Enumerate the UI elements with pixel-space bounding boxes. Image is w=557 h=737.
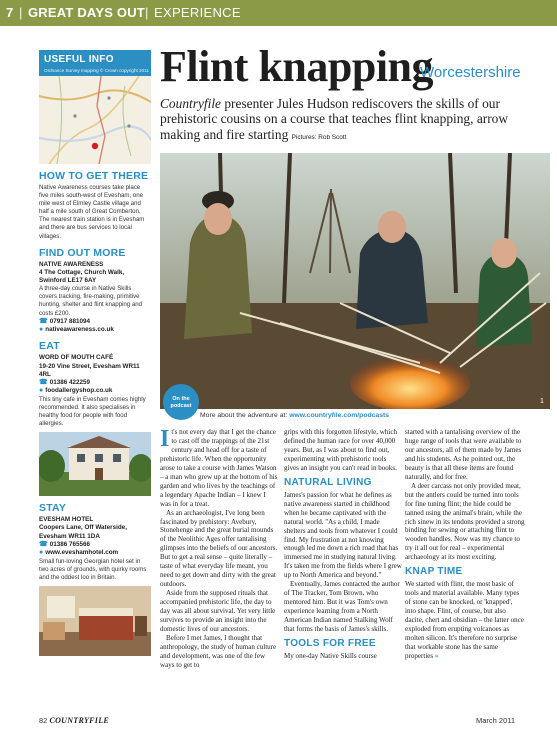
knap-time-heading: KNAP TIME bbox=[405, 566, 463, 578]
location-map bbox=[39, 76, 151, 164]
standfirst bbox=[160, 96, 550, 145]
stay-text: Small fun-loving Georgian hotel set in two acres of grounds, with quirky rooms and the oddest loo in Britain. bbox=[39, 557, 147, 581]
location-pin-icon bbox=[92, 143, 98, 149]
header-page-number: 7 bbox=[6, 5, 14, 20]
find-out-phone: ☎ 07917 881094 bbox=[39, 317, 91, 325]
useful-info-sidebar bbox=[39, 50, 151, 710]
header-divider: | bbox=[145, 5, 149, 20]
adventure-link-line bbox=[200, 412, 389, 419]
footer-left bbox=[39, 716, 109, 725]
continued-arrow-icon: » bbox=[434, 651, 439, 660]
hotel-room-photo bbox=[39, 586, 151, 656]
useful-info-title: USEFUL INFO bbox=[39, 50, 151, 68]
find-out-name: NATIVE AWARENESS bbox=[39, 260, 104, 268]
body-column-3 bbox=[405, 428, 525, 661]
body-paragraph: It's not every day that I get the chance to cast off the trappings of the 21st century and head off for a taste of prehistoric life. When the opportunity arose to take a course with James Watson – a man who grew up at the bottom of his garden and who lives by the teachings of a legendary Apache Indian – I knew I was in for a treat. bbox=[160, 426, 278, 508]
page-title: Flint knapping bbox=[160, 42, 434, 91]
find-out-address: 4 The Cottage, Church Walk, Swinford LE17 6AY bbox=[39, 268, 125, 285]
body-paragraph: A deer carcass not only provided meat, but the antlers could be turned into tools for fine tuning flint; the hide could be tanned using the animal's brain, while the rich sinew in its tendons provided a strong binding for sewing or attaching flint to wooden handles. Now was my chance to try it all out for real – experimental archaeology at its most exciting. bbox=[405, 481, 525, 562]
body-paragraph: We started with flint, the most basic of tools and material available. Many types of stone can be knocked, or 'knapped', into shape. Flint, of course, but also dacite, chert and obsidian – the latter once exploded from erupting volcanoes as molten silicon. It's therefore no surprise that workable stone has the same properties » bbox=[405, 580, 524, 660]
eat-text: This tiny cafe in Evesham comes highly recommended. It also specialises in healthy food for people with food allergies. bbox=[39, 395, 146, 428]
stay-web[interactable]: ● www.eveshamhotel.com bbox=[39, 549, 119, 557]
how-to-get-there-heading: HOW TO GET THERE bbox=[39, 170, 149, 182]
podcast-line1: On the bbox=[172, 396, 190, 402]
phone-icon: ☎ bbox=[39, 540, 48, 548]
body-paragraph: As an archaeologist, I've long been fascinated by prehistory: Avebury, Stonehenge and the great burial mounds of the Neolithic Ages offer tantalising glimpses into the beliefs of our ancestors. But to get a real sense – quite literally – taste of what everyday life meant, you need to get down and dirty with the great outdoors. bbox=[160, 508, 278, 589]
body-paragraph: My one-day Native Skills course bbox=[284, 652, 377, 661]
map-credit: Ordnance Survey mapping © Crown copyright 2011 bbox=[39, 68, 151, 76]
eat-phone: ☎ 01386 422259 bbox=[39, 379, 91, 387]
web-icon: ● bbox=[39, 549, 44, 557]
body-paragraph: Eventually, James contacted the author of The Tracker, Tom Brown, who mentored him. But it was Tom's own experience learning from a North American Indian named Stalking Wolf that forms the basis of James's skills. bbox=[284, 580, 400, 634]
location-subtitle: Worcestershire bbox=[420, 64, 521, 81]
eat-name: WORD OF MOUTH CAFÉ bbox=[39, 354, 114, 362]
podcast-badge[interactable] bbox=[163, 384, 199, 420]
footer-brand: COUNTRYFILE bbox=[49, 716, 110, 725]
footer-date: March 2011 bbox=[476, 716, 516, 725]
body-column-2 bbox=[284, 428, 402, 661]
body-paragraph: Aside from the supposed rituals that accompanied prehistoric life, the day to day was all about survival. Yet very little survives to provide an insight into the domestic lives of our ancestors. bbox=[160, 589, 276, 633]
find-out-more-heading: FIND OUT MORE bbox=[39, 246, 126, 259]
body-paragraph: grips with this forgotten lifestyle, which defined the human race for over 40,000 years. But, as I was about to find out, experimenting with prehistoric tools gives an insight you can't read in books. bbox=[284, 428, 397, 472]
standfirst-text: presenter Jules Hudson rediscovers the skills of our prehistoric cousins on a course that teaches flint knapping, arrow making and fire starting bbox=[160, 96, 509, 142]
header-subsection: EXPERIENCE bbox=[154, 5, 241, 20]
header-divider: | bbox=[19, 5, 23, 20]
section-header-bar bbox=[0, 0, 557, 26]
phone-icon: ☎ bbox=[39, 317, 48, 325]
tools-for-free-heading: TOOLS FOR FREE bbox=[284, 638, 376, 650]
how-to-get-there-text: Native Awareness courses take place five miles south-west of Evesham, one mile west of Elmley Castle village and half a mile south of Great Comberton. The nearest train station is in Evesham and there are bus services to local villages. bbox=[39, 184, 145, 240]
stay-phone: ☎ 01386 765566 bbox=[39, 540, 91, 548]
stay-address: Coopers Lane, Off Waterside, Evesham WR11 1DA bbox=[39, 524, 127, 540]
web-icon: ● bbox=[39, 326, 44, 334]
pictures-credit: Pictures: Rob Scott bbox=[291, 133, 347, 141]
hero-caption-number: 1 bbox=[540, 398, 544, 405]
find-out-web[interactable]: ● nativeawareness.co.uk bbox=[39, 326, 114, 334]
footer-page-number: 82 bbox=[39, 716, 48, 725]
hotel-exterior-photo bbox=[39, 432, 151, 496]
body-column-1 bbox=[160, 428, 278, 670]
find-out-text: A three-day course in Native Skills covers tracking, fire-making, primitive hunting, shelter and flint knapping and costs £200. bbox=[39, 285, 142, 317]
stay-name: EVESHAM HOTEL bbox=[39, 516, 94, 524]
drop-cap: I bbox=[160, 426, 170, 452]
web-icon: ● bbox=[39, 387, 44, 395]
header-section: GREAT DAYS OUT bbox=[28, 5, 145, 20]
podcast-url[interactable]: www.countryfile.com/podcasts bbox=[289, 412, 390, 419]
podcast-line2: podcast bbox=[170, 402, 192, 409]
body-paragraph: started with a tantalising overview of the huge range of tools that were available to our ancestors, all of them made by James and his students. As he pointed out, the beauty is that all these items are found naturally, and for free. bbox=[405, 428, 522, 481]
natural-living-heading: NATURAL LIVING bbox=[284, 476, 372, 488]
eat-address: 19-20 Vine Street, Evesham WR11 4RL bbox=[39, 362, 140, 378]
body-paragraph: James's passion for what he defines as native awareness started in childhood when he became captivated with the natural world. "As a child, I made shelters and tools from whatever I could find. My frustration at not knowing enough led me down a rich road that has immersed me in studying natural living. It's taken me from the fields where I grew up to North America and beyond." bbox=[284, 490, 402, 580]
eat-heading: EAT bbox=[39, 340, 60, 353]
standfirst-brand: Countryfile bbox=[160, 96, 221, 111]
eat-web[interactable]: ● foodallergyshop.co.uk bbox=[39, 387, 113, 395]
phone-icon: ☎ bbox=[39, 379, 48, 387]
hero-photo bbox=[160, 153, 550, 409]
adventure-text: More about the adventure at: bbox=[200, 412, 290, 419]
body-paragraph: Before I met James, I thought that anthropology, the study of human culture and development, was one of the few ways to get to bbox=[160, 633, 277, 669]
stay-heading: STAY bbox=[39, 502, 67, 515]
